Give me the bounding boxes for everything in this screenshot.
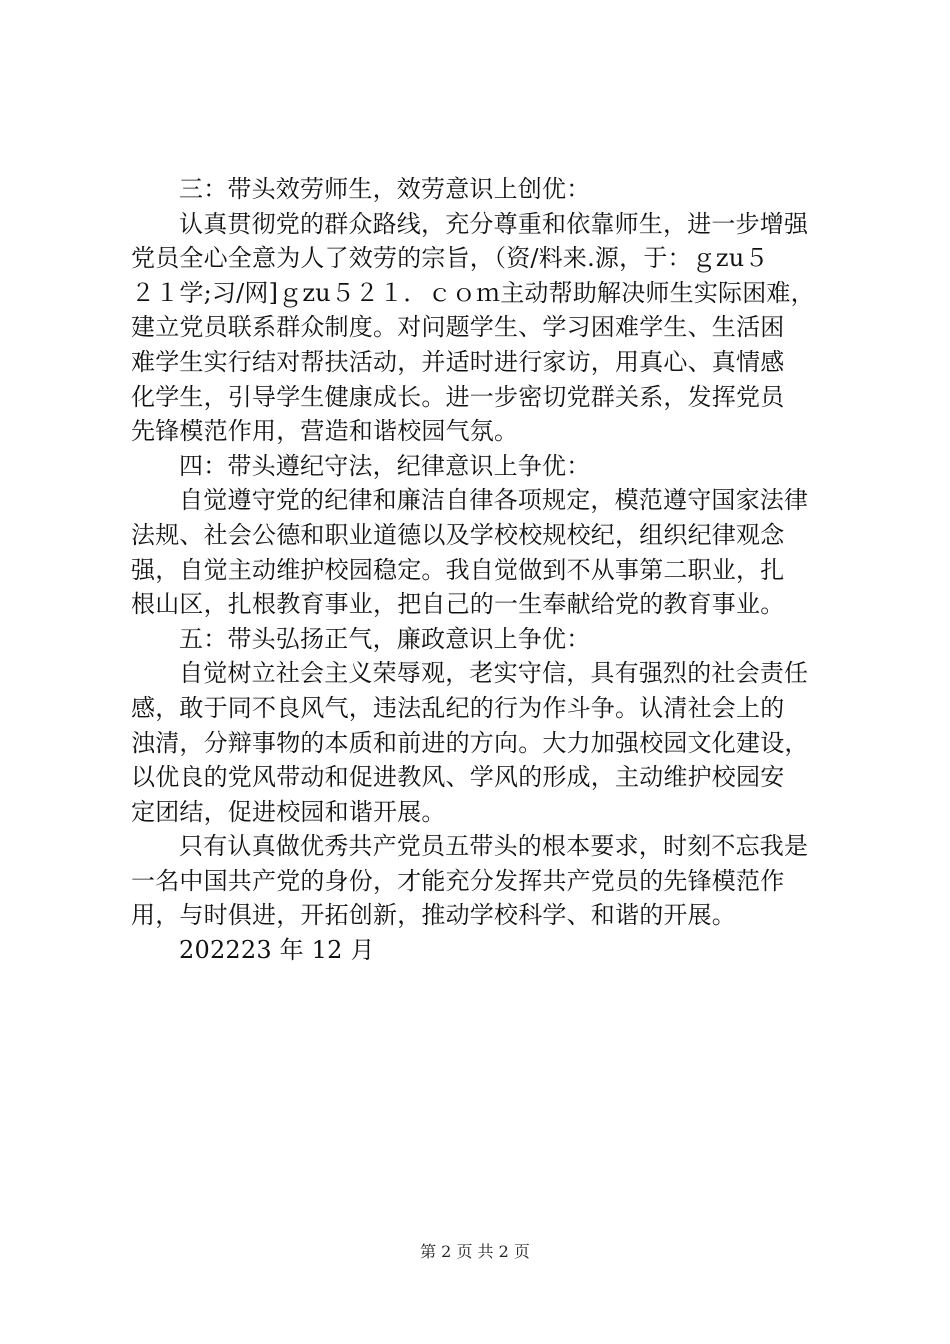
paragraph-line: 强，自觉主动维护校园稳定。我自觉做到不从事第二职业，扎: [131, 555, 785, 584]
conclusion-line: 用，与时俱进，开拓创新，推动学校科学、和谐的开展。: [131, 901, 736, 930]
document-date: 202223 年 12 月: [179, 936, 375, 965]
conclusion-line: 只有认真做优秀共产党员五带头的根本要求，时刻不忘我是: [179, 832, 809, 861]
paragraph-line: 法规、社会公德和职业道德以及学校校规校纪，组织纪律观念: [131, 520, 785, 549]
document-body: [131, 172, 847, 968]
paragraph-line: 浊清，分辩事物的本质和前进的方向。大力加强校园文化建设，: [131, 728, 809, 757]
page-footer: 第 2 页 共 2 页: [420, 1242, 530, 1261]
paragraph-line: 定团结，促进校园和谐开展。: [131, 797, 446, 826]
paragraph-line: 化学生，引导学生健康成长。进一步密切党群关系，发挥党员: [131, 382, 785, 411]
paragraph-line: 自觉树立社会主义荣辱观，老实守信，具有强烈的社会责任: [179, 659, 809, 688]
paragraph-line: 认真贯彻党的群众路线，充分尊重和依靠师生，进一步增强: [179, 209, 809, 238]
paragraph-line: 难学生实行结对帮扶活动，并适时进行家访，用真心、真情感: [131, 347, 785, 376]
paragraph-line: 根山区，扎根教育事业，把自己的一生奉献给党的教育事业。: [131, 590, 785, 619]
paragraph-line: ２１学;习/网]ｇzu５２１．ｃｏｍ主动帮助解决师生实际困难，: [131, 278, 815, 307]
section-heading-5: 五：带头弘扬正气，廉政意识上争优：: [179, 624, 591, 653]
paragraph-line: 党员全心全意为人了效劳的宗旨，（资/料来.源，于：ｇzu５: [131, 244, 769, 273]
paragraph-line: 自觉遵守党的纪律和廉洁自律各项规定，模范遵守国家法律: [179, 486, 809, 515]
paragraph-line: 建立党员联系群众制度。对问题学生、学习困难学生、生活困: [131, 313, 785, 342]
paragraph-line: 以优良的党风带动和促进教风、学风的形成，主动维护校园安: [131, 763, 785, 792]
section-heading-3: 三：带头效劳师生，效劳意识上创优：: [179, 175, 591, 203]
section-heading-4: 四：带头遵纪守法，纪律意识上争优：: [179, 451, 591, 480]
conclusion-line: 一名中国共产党的身份，才能充分发挥共产党员的先锋模范作: [131, 866, 785, 895]
paragraph-line: 先锋模范作用，营造和谐校园气氛。: [131, 417, 519, 446]
paragraph-line: 感，敢于同不良风气，违法乱纪的行为作斗争。认清社会上的: [131, 693, 785, 722]
